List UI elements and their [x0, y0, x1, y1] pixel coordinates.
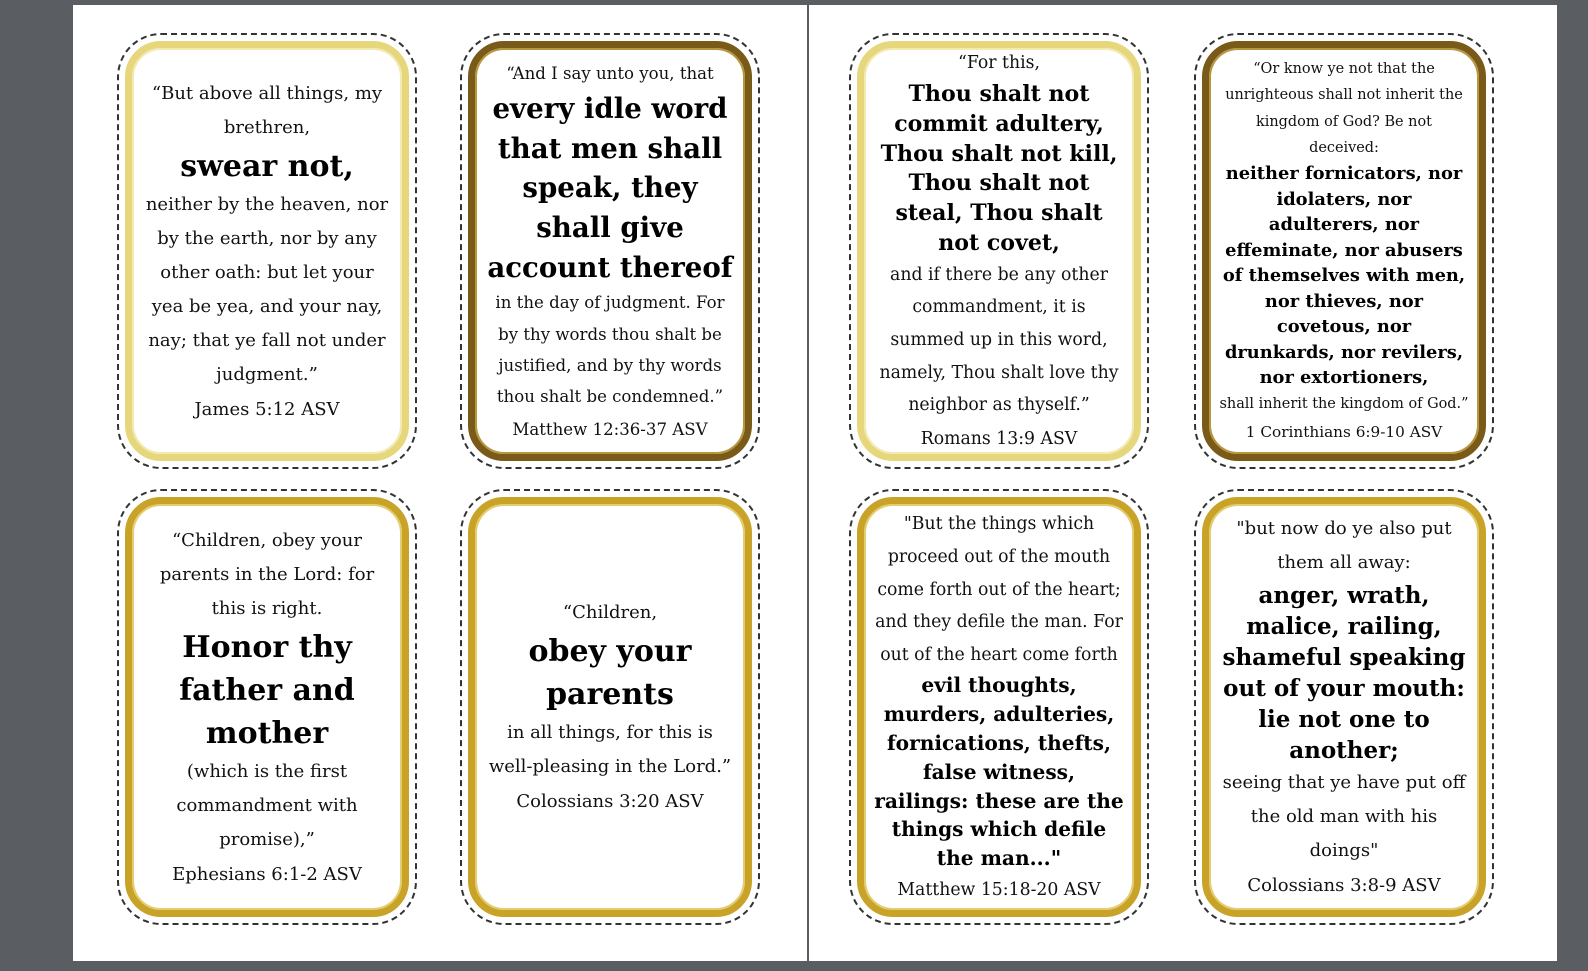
verse-emphasis: Thou shalt not commit adultery, Thou shalt not kill, Thou shalt not steal, Thou shalt not covet,: [880, 81, 1118, 256]
verse-card-colossians-3-8: [1194, 489, 1494, 925]
verse-reference: Colossians 3:20 ASV: [516, 791, 704, 812]
verse-emphasis: neither fornicators, nor idolaters, nor adulterers, nor effeminate, nor abusers of themselves with men, nor thieves, nor covetous, nor drunkards, nor revilers, nor extortioners,: [1222, 163, 1466, 389]
verse-emphasis: every idle word that men shall speak, they shall give account thereof: [487, 92, 733, 284]
verse-reference: James 5:12 ASV: [194, 398, 340, 420]
verse-reference: Ephesians 6:1-2 ASV: [172, 863, 362, 885]
verse-intro: “Children, obey your parents in the Lord: for this is right.: [159, 529, 375, 619]
card-inner: [125, 497, 409, 917]
verse-rest: and if there be any other commandment, it is summed up in this word, namely, Thou shalt love thy neighbor as thyself.”: [879, 264, 1119, 416]
verse-emphasis: Honor thy father and mother: [179, 629, 355, 751]
verse-emphasis: evil thoughts, murders, adulteries, fornications, thefts, false witness, railings: these are the things which defile the man...": [874, 673, 1124, 871]
verse-emphasis: obey your parents: [528, 634, 692, 712]
card-inner: [1202, 497, 1486, 917]
verse-intro: “Or know ye not that the unrighteous shall not inherit the kingdom of God? Be not deceived:: [1225, 60, 1463, 156]
verse-card-james: [117, 33, 417, 469]
verse-reference: 1 Corinthians 6:9-10 ASV: [1245, 422, 1443, 441]
verse-card-corinthians: [1194, 33, 1494, 469]
verse-intro: "but now do ye also put them all away:: [1236, 518, 1452, 573]
verse-reference: Matthew 15:18-20 ASV: [897, 880, 1101, 901]
verse-intro: “For this,: [958, 53, 1040, 74]
verse-emphasis: anger, wrath, malice, railing, shameful speaking out of your mouth: lie not one to another;: [1222, 582, 1466, 764]
verse-intro: “But above all things, my brethren,: [151, 82, 383, 138]
verse-reference: Colossians 3:8-9 ASV: [1247, 875, 1441, 896]
card-inner: [125, 41, 409, 461]
verse-rest: (which is the first commandment with promise),”: [176, 760, 358, 850]
verse-emphasis: swear not,: [180, 148, 354, 184]
verse-card-matthew-12: [460, 33, 760, 469]
verse-card-romans: [849, 33, 1149, 469]
verse-intro: “And I say unto you, that: [506, 63, 714, 83]
card-inner: [468, 497, 752, 917]
verse-reference: Matthew 12:36-37 ASV: [512, 419, 708, 439]
verse-rest: neither by the heaven, nor by the earth, nor by any other oath: but let your yea be yea, and your nay, nay; that ye fall not under judgment.”: [145, 193, 389, 385]
card-inner: [857, 41, 1141, 461]
card-inner: [468, 41, 752, 461]
card-inner: [1202, 41, 1486, 461]
verse-rest: shall inherit the kingdom of God.”: [1219, 395, 1469, 412]
verse-intro: “Children,: [562, 602, 658, 623]
card-inner: [857, 497, 1141, 917]
verse-intro: "But the things which proceed out of the mouth come forth out of the heart; and they defile the man. For out of the heart come forth: [875, 514, 1123, 665]
verse-rest: seeing that ye have put off the old man with his doings": [1222, 772, 1466, 861]
verse-card-ephesians: [117, 489, 417, 925]
verse-card-colossians-3-20: [460, 489, 760, 925]
verse-rest: in all things, for this is well-pleasing in the Lord.”: [488, 722, 732, 777]
verse-reference: Romans 13:9 ASV: [920, 428, 1078, 449]
verse-card-matthew-15: [849, 489, 1149, 925]
verse-rest: in the day of judgment. For by thy words thou shalt be justified, and by thy words thou shalt be condemned.”: [495, 293, 725, 407]
